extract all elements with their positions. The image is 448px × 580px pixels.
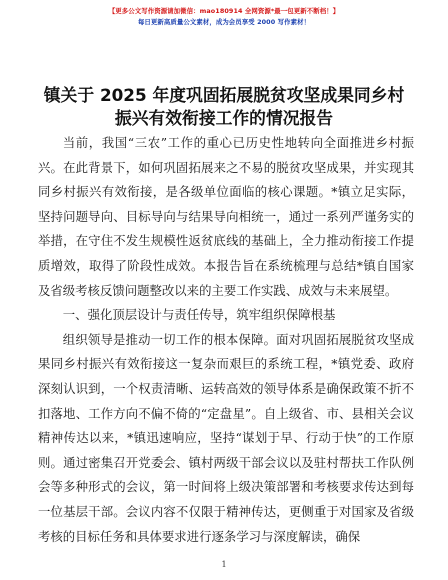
document-title <box>0 84 448 130</box>
intro-paragraph: 当前，我国“三农”工作的重心已历史性地转向全面推进乡村振兴。在此背景下，如何巩固拓展来之不易的脱贫攻坚成果，并实现其同乡村振兴有效衔接，是各级单位面临的核心课题。*镇立足实际，坚持问题导向、目标导向与结果导向相统一，通过一系列严谨务实的举措，在守住不发生规模性返贫底线的基础上，全力推动衔接工作提质增效，取得了阶段性成效。本报告旨在系统梳理与总结*镇自国家及省级考核反馈问题整改以来的主要工作实践、成效与未来展望。 <box>38 135 414 298</box>
page-number: 1 <box>221 560 227 569</box>
section-heading-1: 一、强化顶层设计与责任传导，筑牢组织保障根基 <box>62 307 336 323</box>
promo-banner <box>0 6 448 28</box>
promo-banner-line-1: 【更多公文写作资源请加微信：mao180914 全网资源*最一包更新不断档！】 <box>108 7 340 15</box>
section-1-paragraph: 组织领导是推动一切工作的根本保障。面对巩固拓展脱贫攻坚成果同乡村振兴有效衔接这一复杂而艰巨的系统工程，*镇党委、政府深刻认识到，一个权责清晰、运转高效的领导体系是确保政策不折不扣落地、工作方向不偏不倚的“定盘星”。自上级省、市、县相关会议精神传达以来，*镇迅速响应，坚持“谋划于早、行动于快”的工作原则。通过密集召开党委会、镇村两级干部会议以及驻村帮扶工作队例会等多种形式的会议，第一时间将上级决策部署和考核要求传达到每一位基层干部。会议内容不仅限于精神传达，更侧重于对国家及省级考核的目标任务和具体要求进行逐条学习与深度解读，确保 <box>38 331 414 544</box>
promo-banner-line-2: 每日更新高质量公文素材，成为会员享受 2000 写作素材！ <box>137 18 311 26</box>
document-title-line-2: 振兴有效衔接工作的情况报告 <box>114 108 334 128</box>
document-body <box>38 131 414 549</box>
document-title-line-1: 镇关于 2025 年度巩固拓展脱贫攻坚成果同乡村 <box>43 85 405 105</box>
